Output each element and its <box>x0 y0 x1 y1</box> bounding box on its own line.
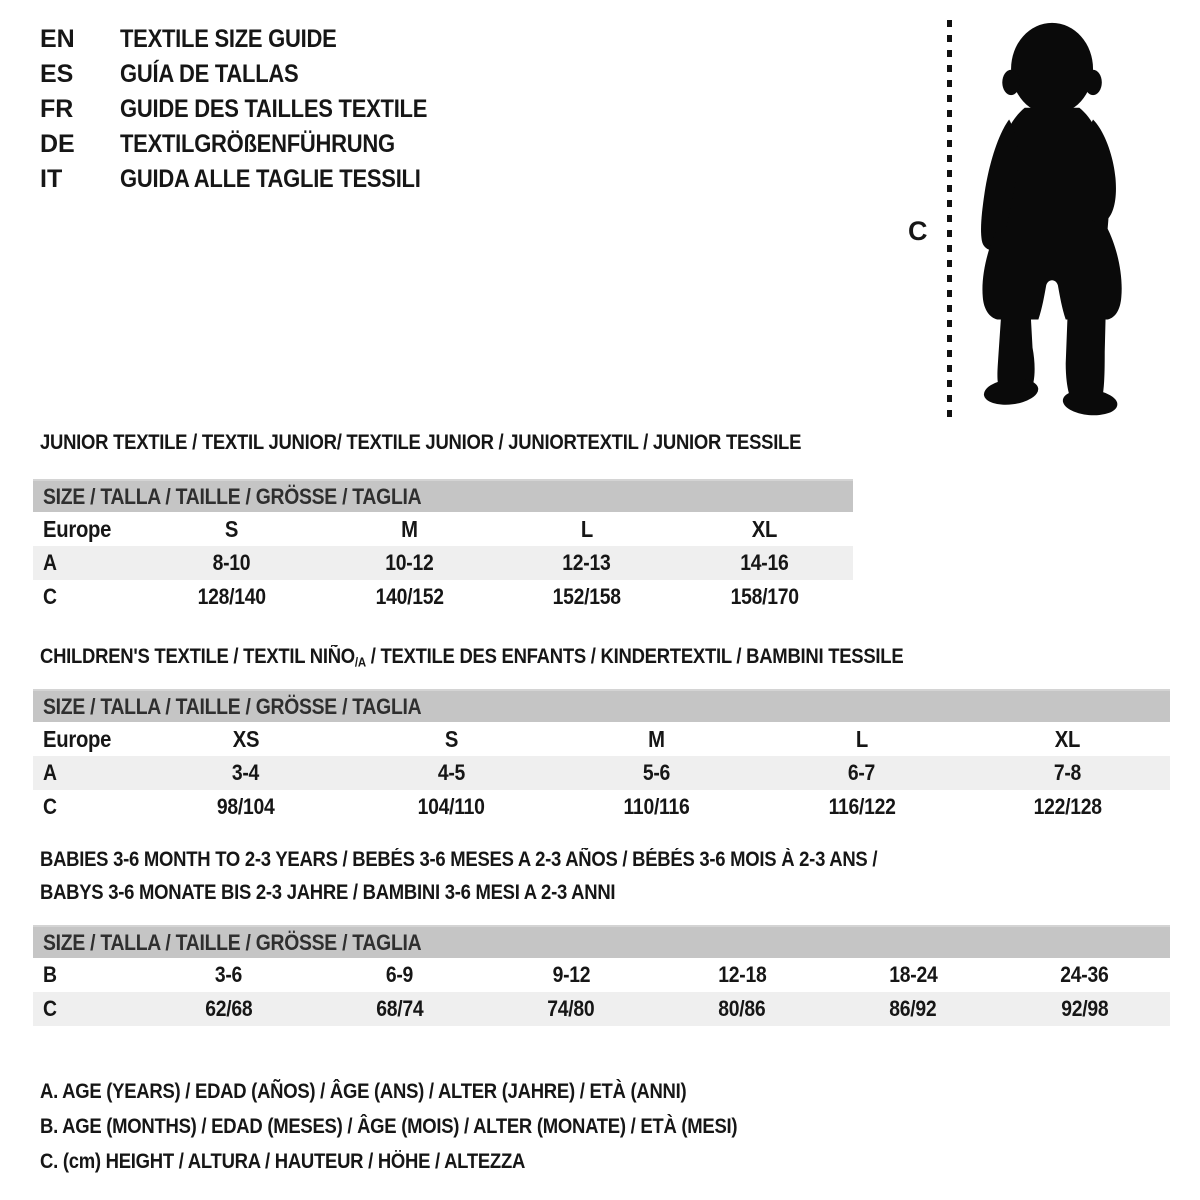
cell-value: 140/152 <box>375 584 444 609</box>
table-row-months <box>33 958 1170 992</box>
cell-value: 18-24 <box>889 962 938 987</box>
language-row-fr <box>40 92 469 127</box>
cell-value: 128/140 <box>197 584 266 609</box>
size-table-babies <box>33 925 1170 1026</box>
cell-value: 98/104 <box>216 794 275 819</box>
cell-value: 86/92 <box>889 996 937 1021</box>
cell-value: 12-18 <box>717 962 767 987</box>
babies-title-line1: BABIES 3-6 MONTH TO 2-3 YEARS / BEBÉS 3-6 MESES A 2-3 AÑOS / BÉBÉS 3-6 MOIS À 2-3 ANS / <box>40 848 878 871</box>
cell-value: 12-13 <box>562 550 611 575</box>
cell-value: 92/98 <box>1060 996 1109 1021</box>
table-row-age <box>33 756 1170 790</box>
baby-silhouette-icon <box>965 20 1143 420</box>
table-header-bar <box>33 479 853 512</box>
cell-value: 10-12 <box>385 550 434 575</box>
cell-size: S <box>444 725 458 752</box>
table-row-height <box>33 580 853 614</box>
cell-value: 8-10 <box>212 550 251 575</box>
cell-row-label: B <box>43 962 57 987</box>
cell-row-label: C <box>43 584 57 609</box>
cell-value: 14-16 <box>740 550 789 575</box>
table-header-label: SIZE / TALLA / TAILLE / GRÖSSE / TAGLIA <box>43 929 422 955</box>
cell-row-label: A <box>43 760 57 785</box>
language-row-es <box>40 57 469 92</box>
cell-size: L <box>580 515 593 542</box>
language-title-list <box>40 22 469 197</box>
language-code: EN <box>40 25 75 53</box>
cell-value: 6-7 <box>848 760 876 785</box>
cell-value: 62/68 <box>205 996 253 1021</box>
cell-value: 152/158 <box>552 584 621 609</box>
cell-value: 80/86 <box>718 996 766 1021</box>
language-label: TEXTILGRÖßENFÜHRUNG <box>120 130 395 158</box>
cell-value: 5-6 <box>642 760 671 785</box>
cell-row-label: C <box>43 794 57 819</box>
cell-value: 7-8 <box>1053 760 1081 785</box>
cell-value: 4-5 <box>437 760 465 785</box>
section-title-junior: JUNIOR TEXTILE / TEXTIL JUNIOR/ TEXTILE JUNIOR / JUNIORTEXTIL / JUNIOR TESSILE <box>40 431 802 454</box>
cell-value: 3-4 <box>232 760 260 785</box>
babies-title-line2: BABYS 3-6 MONATE BIS 2-3 JAHRE / BAMBINI 3-6 MESI A 2-3 ANNI <box>40 881 616 904</box>
cell-value: 122/128 <box>1033 794 1102 819</box>
table-row-height <box>33 790 1170 824</box>
legend-line-a: A. AGE (YEARS) / EDAD (AÑOS) / ÂGE (ANS) / ALTER (JAHRE) / ETÀ (ANNI) <box>40 1080 687 1103</box>
legend-line-c: C. (cm) HEIGHT / ALTURA / HAUTEUR / HÖHE / ALTEZZA <box>40 1150 526 1173</box>
cell-value: 104/110 <box>417 794 485 819</box>
table-header-label: SIZE / TALLA / TAILLE / GRÖSSE / TAGLIA <box>43 483 422 509</box>
cell-value: 68/74 <box>376 996 424 1021</box>
cell-value: 110/116 <box>623 794 690 819</box>
table-header-bar <box>33 925 1170 958</box>
cell-size: XL <box>1054 725 1080 752</box>
cell-value: 24-36 <box>1060 962 1109 987</box>
table-header-bar <box>33 689 1170 722</box>
section-title-babies <box>40 843 991 909</box>
cell-size: L <box>855 725 868 752</box>
language-label: GUIDA ALLE TAGLIE TESSILI <box>120 165 421 193</box>
measure-legend <box>40 1074 832 1179</box>
cell-size: M <box>400 515 418 542</box>
size-table-children <box>33 689 1170 824</box>
cell-row-label: C <box>43 996 57 1021</box>
table-row-height <box>33 992 1170 1026</box>
language-code: DE <box>40 130 75 158</box>
cell-value: 3-6 <box>214 962 243 987</box>
language-label: GUIDE DES TAILLES TEXTILE <box>120 95 428 123</box>
height-dashed-line <box>947 20 952 418</box>
language-label: TEXTILE SIZE GUIDE <box>120 25 337 53</box>
language-row-de <box>40 127 469 162</box>
section-title-children: CHILDREN'S TEXTILE / TEXTIL NIÑO/A / TEXTILE DES ENFANTS / KINDERTEXTIL / BAMBINI TESSILE <box>40 645 904 670</box>
table-row-sizes <box>33 512 853 546</box>
language-row-it <box>40 162 469 197</box>
cell-size: S <box>225 515 239 542</box>
cell-region-label: Europe <box>43 515 112 542</box>
cell-value: 9-12 <box>552 962 590 987</box>
table-row-sizes <box>33 722 1170 756</box>
cell-size: M <box>648 725 665 752</box>
cell-value: 116/122 <box>828 794 896 819</box>
nino-a-subscript: /A <box>354 654 366 670</box>
cell-value: 6-9 <box>386 962 414 987</box>
table-header-label: SIZE / TALLA / TAILLE / GRÖSSE / TAGLIA <box>43 693 422 719</box>
cell-region-label: Europe <box>43 725 112 752</box>
cell-value: 158/170 <box>730 584 799 609</box>
table-row-age <box>33 546 853 580</box>
cell-size: XS <box>232 725 259 752</box>
size-table-junior <box>33 479 853 614</box>
cell-value: 74/80 <box>547 996 595 1021</box>
legend-line-b: B. AGE (MONTHS) / EDAD (MESES) / ÂGE (MOIS) / ALTER (MONATE) / ETÀ (MESI) <box>40 1115 738 1138</box>
cell-size: XL <box>751 515 777 542</box>
language-label: GUÍA DE TALLAS <box>120 60 299 88</box>
height-c-label: C <box>908 216 928 246</box>
cell-row-label: A <box>43 550 57 575</box>
language-code: FR <box>40 95 74 123</box>
language-code: IT <box>40 165 63 193</box>
language-row-en <box>40 22 469 57</box>
language-code: ES <box>40 60 74 88</box>
